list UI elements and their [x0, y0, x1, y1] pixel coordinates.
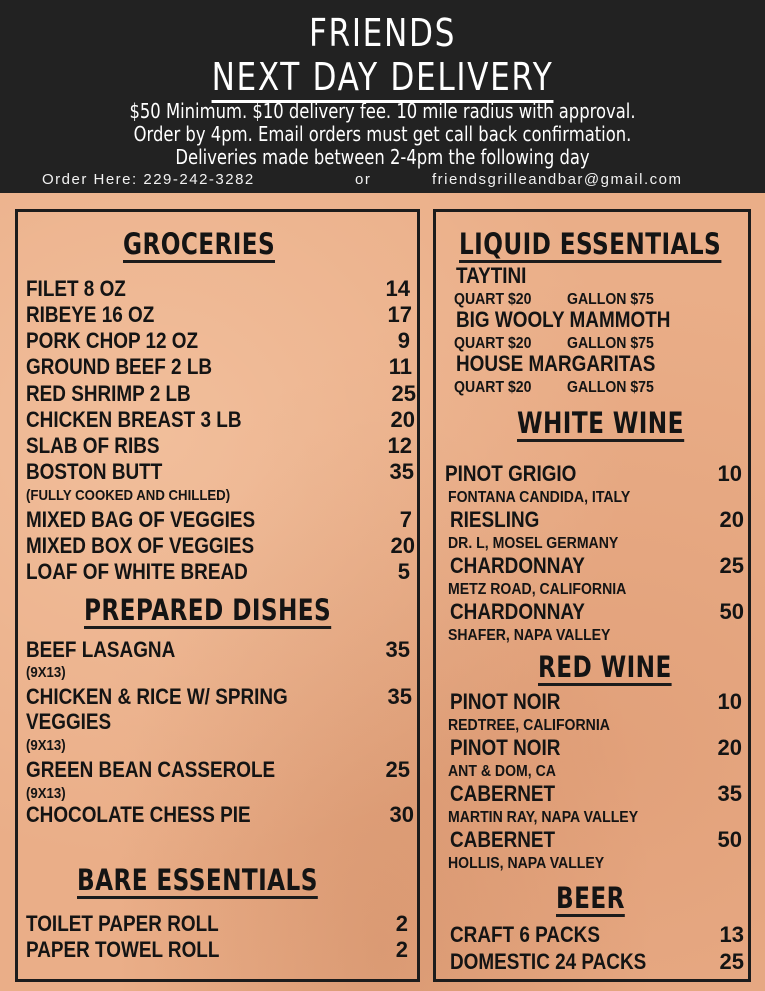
header-banner	[0, 0, 765, 193]
beer-price: 13	[719, 922, 744, 947]
menu-item: CHOCOLATE CHESS PIE	[26, 802, 251, 827]
menu-item: CHICKEN BREAST 3 LB	[26, 407, 242, 432]
wine-origin: DR. L, MOSEL GERMANY	[448, 535, 619, 552]
menu-item: CHICKEN & RICE W/ SPRING	[26, 684, 288, 709]
item-price: 2	[395, 937, 408, 962]
item-note: (FULLY COOKED AND CHILLED)	[26, 487, 231, 504]
menu-item: TAYTINI	[456, 263, 527, 288]
item-price: 9	[397, 328, 410, 353]
menu-item: PAPER TOWEL ROLL	[26, 937, 220, 962]
gallon-price: GALLON $75	[567, 291, 654, 308]
order-deadline-info: Order by 4pm. Email orders must get call back confirmation.	[133, 122, 632, 146]
beer-item: CRAFT 6 PACKS	[450, 922, 600, 947]
item-price: 20	[390, 533, 415, 558]
quart-price: QUART $20	[454, 335, 532, 352]
order-or: or	[355, 171, 372, 188]
menu-item-continued: VEGGIES	[26, 709, 112, 734]
red-wine-heading: RED WINE	[538, 650, 672, 684]
menu-item: GREEN BEAN CASSEROLE	[26, 757, 276, 782]
menu-item: RED SHRIMP 2 LB	[26, 381, 191, 406]
item-note: (9X13)	[26, 664, 66, 681]
item-price: 20	[390, 407, 415, 432]
order-email[interactable]: friendsgrilleandbar@gmail.com	[432, 171, 683, 188]
item-price: 35	[385, 637, 410, 662]
item-price: 5	[397, 559, 410, 584]
wine-origin: SHAFER, NAPA VALLEY	[448, 627, 611, 644]
wine-price: 50	[719, 599, 744, 624]
menu-item: TOILET PAPER ROLL	[26, 911, 219, 936]
wine-name: RIESLING	[450, 507, 540, 532]
beer-heading: BEER	[556, 881, 625, 915]
menu-item: MIXED BOX OF VEGGIES	[26, 533, 255, 558]
wine-origin: REDTREE, CALIFORNIA	[448, 717, 610, 734]
wine-name: PINOT GRIGIO	[445, 461, 577, 486]
wine-name: CHARDONNAY	[450, 553, 585, 578]
wine-origin: MARTIN RAY, NAPA VALLEY	[448, 809, 639, 826]
item-price: 35	[389, 459, 414, 484]
bare-essentials-heading: BARE ESSENTIALS	[77, 863, 318, 897]
order-phone[interactable]: Order Here: 229-242-3282	[42, 171, 255, 188]
menu-item: BIG WOOLY MAMMOTH	[456, 307, 671, 332]
gallon-price: GALLON $75	[567, 335, 654, 352]
item-note: (9X13)	[26, 737, 66, 754]
menu-item: BEEF LASAGNA	[26, 637, 176, 662]
wine-price: 20	[717, 735, 742, 760]
groceries-heading: GROCERIES	[123, 227, 276, 261]
item-price: 25	[391, 381, 416, 406]
wine-name: PINOT NOIR	[450, 689, 561, 714]
beer-item: DOMESTIC 24 PACKS	[450, 949, 647, 974]
quart-price: QUART $20	[454, 379, 532, 396]
item-price: 17	[387, 302, 412, 327]
wine-price: 20	[719, 507, 744, 532]
wine-name: PINOT NOIR	[450, 735, 561, 760]
menu-item: FILET 8 OZ	[26, 276, 126, 301]
restaurant-name: FRIENDS	[308, 11, 457, 55]
item-price: 2	[395, 911, 408, 936]
delivery-window-info: Deliveries made between 2-4pm the following day	[175, 145, 590, 169]
wine-price: 10	[717, 461, 742, 486]
menu-item: BOSTON BUTT	[26, 459, 163, 484]
item-price: 11	[388, 354, 412, 379]
menu-item: GROUND BEEF 2 LB	[26, 354, 213, 379]
item-note: (9X13)	[26, 785, 66, 802]
beer-price: 25	[719, 949, 744, 974]
wine-origin: ANT & DOM, CA	[448, 763, 556, 780]
item-price: 7	[399, 507, 412, 532]
delivery-heading: NEXT DAY DELIVERY	[69, 54, 696, 100]
wine-price: 10	[717, 689, 742, 714]
menu-item: PORK CHOP 12 OZ	[26, 328, 199, 353]
wine-price: 35	[717, 781, 742, 806]
gallon-price: GALLON $75	[567, 379, 654, 396]
wine-origin: METZ ROAD, CALIFORNIA	[448, 581, 627, 598]
wine-origin: HOLLIS, NAPA VALLEY	[448, 855, 605, 872]
menu-item: SLAB OF RIBS	[26, 433, 160, 458]
item-price: 14	[385, 276, 410, 301]
wine-name: CABERNET	[450, 827, 556, 852]
wine-name: CHARDONNAY	[450, 599, 585, 624]
wine-name: CABERNET	[450, 781, 556, 806]
wine-origin: FONTANA CANDIDA, ITALY	[448, 489, 631, 506]
item-price: 35	[387, 684, 412, 709]
quart-price: QUART $20	[454, 291, 532, 308]
wine-price: 25	[719, 553, 744, 578]
menu-item: HOUSE MARGARITAS	[456, 351, 656, 376]
prepared-dishes-heading: PREPARED DISHES	[84, 593, 332, 627]
white-wine-heading: WHITE WINE	[517, 406, 684, 440]
menu-item: LOAF OF WHITE BREAD	[26, 559, 248, 584]
menu-item: RIBEYE 16 OZ	[26, 302, 155, 327]
item-price: 25	[385, 757, 410, 782]
menu-item: MIXED BAG OF VEGGIES	[26, 507, 256, 532]
item-price: 30	[389, 802, 414, 827]
minimum-info: $50 Minimum. $10 delivery fee. 10 mile radius with approval.	[129, 99, 636, 123]
liquid-essentials-heading: LIQUID ESSENTIALS	[459, 227, 722, 261]
item-price: 12	[387, 433, 412, 458]
wine-price: 50	[717, 827, 742, 852]
